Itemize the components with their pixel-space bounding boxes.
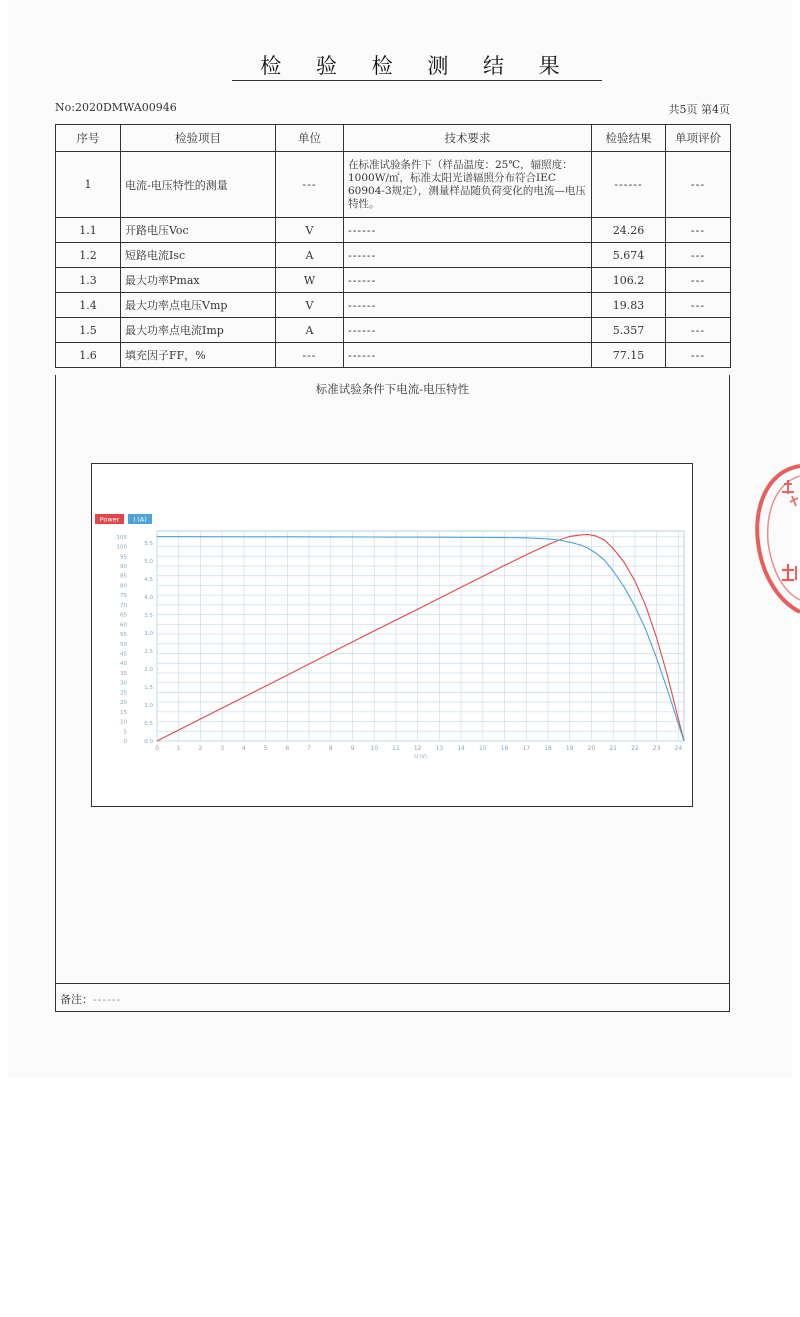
cell-no: 1.4 bbox=[56, 293, 121, 318]
cell-evaluation: --- bbox=[666, 293, 731, 318]
cell-no: 1 bbox=[56, 152, 121, 218]
x-tick-label: 20 bbox=[587, 745, 596, 752]
x-tick-label: 24 bbox=[674, 745, 683, 752]
x-tick-label: 10 bbox=[370, 745, 379, 752]
cell-result: ------ bbox=[592, 152, 666, 218]
x-tick-label: 16 bbox=[500, 745, 509, 752]
table-header-row bbox=[56, 125, 731, 152]
y-right-tick-label: 5.0 bbox=[144, 558, 153, 565]
cell-no: 1.6 bbox=[56, 343, 121, 368]
cell-item: 最大功率点电压Vmp bbox=[121, 293, 276, 318]
y-left-tick-label: 5 bbox=[123, 729, 127, 736]
y-left-tick-label: 85 bbox=[120, 573, 127, 580]
x-tick-label: 14 bbox=[457, 745, 465, 752]
table-row bbox=[56, 268, 731, 293]
y-left-tick-label: 45 bbox=[120, 651, 127, 658]
legend-label: Power bbox=[99, 515, 120, 524]
y-left-tick-label: 100 bbox=[116, 544, 127, 551]
x-tick-label: 19 bbox=[565, 745, 574, 752]
cell-no: 1.5 bbox=[56, 318, 121, 343]
cell-no: 1.1 bbox=[56, 218, 121, 243]
x-tick-label: 23 bbox=[652, 745, 661, 752]
y-left-tick-label: 75 bbox=[120, 593, 127, 600]
y-left-tick-label: 80 bbox=[120, 583, 127, 590]
cell-evaluation: --- bbox=[666, 343, 731, 368]
x-tick-label: 18 bbox=[544, 745, 552, 752]
y-left-tick-label: 60 bbox=[120, 622, 127, 629]
cell-item: 短路电流Isc bbox=[121, 243, 276, 268]
page-info: 共5页 第4页 bbox=[668, 103, 730, 116]
cell-result: 5.357 bbox=[592, 318, 666, 343]
y-right-tick-label: 0.0 bbox=[144, 739, 153, 745]
x-tick-label: 2 bbox=[198, 745, 203, 752]
x-tick-label: 13 bbox=[435, 745, 444, 752]
cell-evaluation: --- bbox=[666, 243, 731, 268]
red-seal-stamp bbox=[752, 462, 800, 617]
y-right-tick-label: 2.5 bbox=[144, 648, 153, 655]
report-number: No:2020DMWA00946 bbox=[55, 101, 177, 114]
col-header-evaluation: 单项评价 bbox=[666, 125, 731, 152]
cell-requirement: ------ bbox=[344, 243, 592, 268]
table-row bbox=[56, 152, 731, 218]
cell-item: 电流-电压特性的测量 bbox=[121, 152, 276, 218]
table-row bbox=[56, 243, 731, 268]
table-row bbox=[56, 343, 731, 368]
cell-evaluation: --- bbox=[666, 268, 731, 293]
cell-requirement: ------ bbox=[344, 318, 592, 343]
cell-unit: --- bbox=[276, 152, 344, 218]
y-right-tick-label: 3.0 bbox=[144, 630, 153, 637]
cell-unit: --- bbox=[276, 343, 344, 368]
y-left-tick-label: 20 bbox=[120, 700, 127, 707]
x-tick-label: 11 bbox=[392, 745, 400, 752]
x-tick-label: 9 bbox=[350, 745, 355, 752]
x-tick-label: 22 bbox=[631, 745, 639, 752]
cell-unit: A bbox=[276, 318, 344, 343]
iv-chart bbox=[92, 464, 692, 806]
col-header-requirement: 技术要求 bbox=[344, 125, 592, 152]
cell-no: 1.2 bbox=[56, 243, 121, 268]
cell-evaluation: --- bbox=[666, 218, 731, 243]
y-right-tick-label: 5.5 bbox=[144, 540, 153, 547]
cell-item: 开路电压Voc bbox=[121, 218, 276, 243]
cell-requirement: ------ bbox=[344, 218, 592, 243]
x-tick-label: 17 bbox=[522, 745, 531, 752]
x-tick-label: 3 bbox=[220, 745, 225, 752]
remarks bbox=[60, 991, 121, 1007]
cell-requirement: 在标准试验条件下（样品温度：25℃，辐照度：1000W/㎡，标准太阳光谱辐照分布符合IEC 60904-3规定），测量样品随负荷变化的电流—电压特性。 bbox=[344, 152, 592, 218]
cell-item: 填充因子FF，% bbox=[121, 343, 276, 368]
y-left-tick-label: 55 bbox=[120, 632, 127, 639]
x-tick-label: 5 bbox=[263, 745, 268, 752]
x-tick-label: 0 bbox=[155, 745, 159, 752]
x-axis-label: U (V) bbox=[414, 754, 427, 760]
cell-result: 19.83 bbox=[592, 293, 666, 318]
remarks-value: ------ bbox=[93, 993, 122, 1006]
y-left-tick-label: 50 bbox=[120, 641, 127, 648]
table-row bbox=[56, 218, 731, 243]
y-right-tick-label: 3.5 bbox=[144, 612, 153, 619]
chart-section bbox=[55, 375, 730, 984]
cell-requirement: ------ bbox=[344, 268, 592, 293]
y-right-tick-label: 4.5 bbox=[144, 576, 153, 583]
cell-requirement: ------ bbox=[344, 343, 592, 368]
x-tick-label: 21 bbox=[609, 745, 618, 752]
y-left-tick-label: 35 bbox=[120, 670, 127, 677]
cell-no: 1.3 bbox=[56, 268, 121, 293]
cell-result: 24.26 bbox=[592, 218, 666, 243]
y-right-tick-label: 0.5 bbox=[144, 720, 153, 727]
y-right-tick-label: 4.0 bbox=[144, 594, 153, 601]
y-right-tick-label: 2.0 bbox=[144, 666, 153, 673]
y-left-tick-label: 95 bbox=[120, 554, 127, 561]
y-left-tick-label: 90 bbox=[120, 564, 127, 570]
x-tick-label: 8 bbox=[328, 745, 333, 752]
results-table bbox=[55, 124, 731, 368]
x-tick-label: 15 bbox=[479, 745, 487, 752]
y-left-tick-label: 10 bbox=[120, 719, 127, 726]
x-tick-label: 7 bbox=[307, 745, 311, 752]
table-row bbox=[56, 318, 731, 343]
x-tick-label: 6 bbox=[285, 745, 290, 752]
y-left-tick-label: 30 bbox=[120, 680, 127, 687]
remarks-box bbox=[55, 983, 730, 1012]
y-left-tick-label: 40 bbox=[120, 661, 127, 668]
y-right-tick-label: 1.5 bbox=[144, 684, 153, 691]
cell-evaluation: --- bbox=[666, 318, 731, 343]
legend-label: I (A) bbox=[133, 515, 147, 524]
cell-unit: V bbox=[276, 218, 344, 243]
y-left-tick-label: 0 bbox=[123, 739, 127, 745]
cell-requirement: ------ bbox=[344, 293, 592, 318]
y-left-tick-label: 70 bbox=[120, 602, 127, 609]
cell-result: 106.2 bbox=[592, 268, 666, 293]
y-left-tick-label: 25 bbox=[120, 690, 127, 697]
remarks-label: 备注： bbox=[60, 993, 93, 1006]
cell-unit: A bbox=[276, 243, 344, 268]
cell-item: 最大功率点电流Imp bbox=[121, 318, 276, 343]
cell-unit: W bbox=[276, 268, 344, 293]
col-header-result: 检验结果 bbox=[592, 125, 666, 152]
cell-result: 5.674 bbox=[592, 243, 666, 268]
y-left-tick-label: 65 bbox=[120, 612, 127, 619]
y-right-tick-label: 1.0 bbox=[144, 702, 153, 709]
title-underline bbox=[232, 80, 602, 81]
col-header-no: 序号 bbox=[56, 125, 121, 152]
col-header-item: 检验项目 bbox=[121, 125, 276, 152]
x-tick-label: 12 bbox=[413, 745, 422, 752]
table-row bbox=[56, 293, 731, 318]
x-tick-label: 4 bbox=[241, 745, 246, 752]
chart-frame bbox=[91, 463, 693, 807]
chart-section-title: 标准试验条件下电流-电压特性 bbox=[315, 382, 470, 396]
cell-item: 最大功率Pmax bbox=[121, 268, 276, 293]
cell-result: 77.15 bbox=[592, 343, 666, 368]
y-left-tick-label: 15 bbox=[120, 709, 127, 716]
y-left-tick-label: 105 bbox=[116, 534, 127, 541]
x-tick-label: 1 bbox=[176, 745, 181, 752]
cell-unit: V bbox=[276, 293, 344, 318]
plot-area bbox=[157, 531, 684, 741]
col-header-unit: 单位 bbox=[276, 125, 344, 152]
page-title: 检 验 检 测 结 果 bbox=[260, 54, 574, 78]
cell-evaluation: --- bbox=[666, 152, 731, 218]
